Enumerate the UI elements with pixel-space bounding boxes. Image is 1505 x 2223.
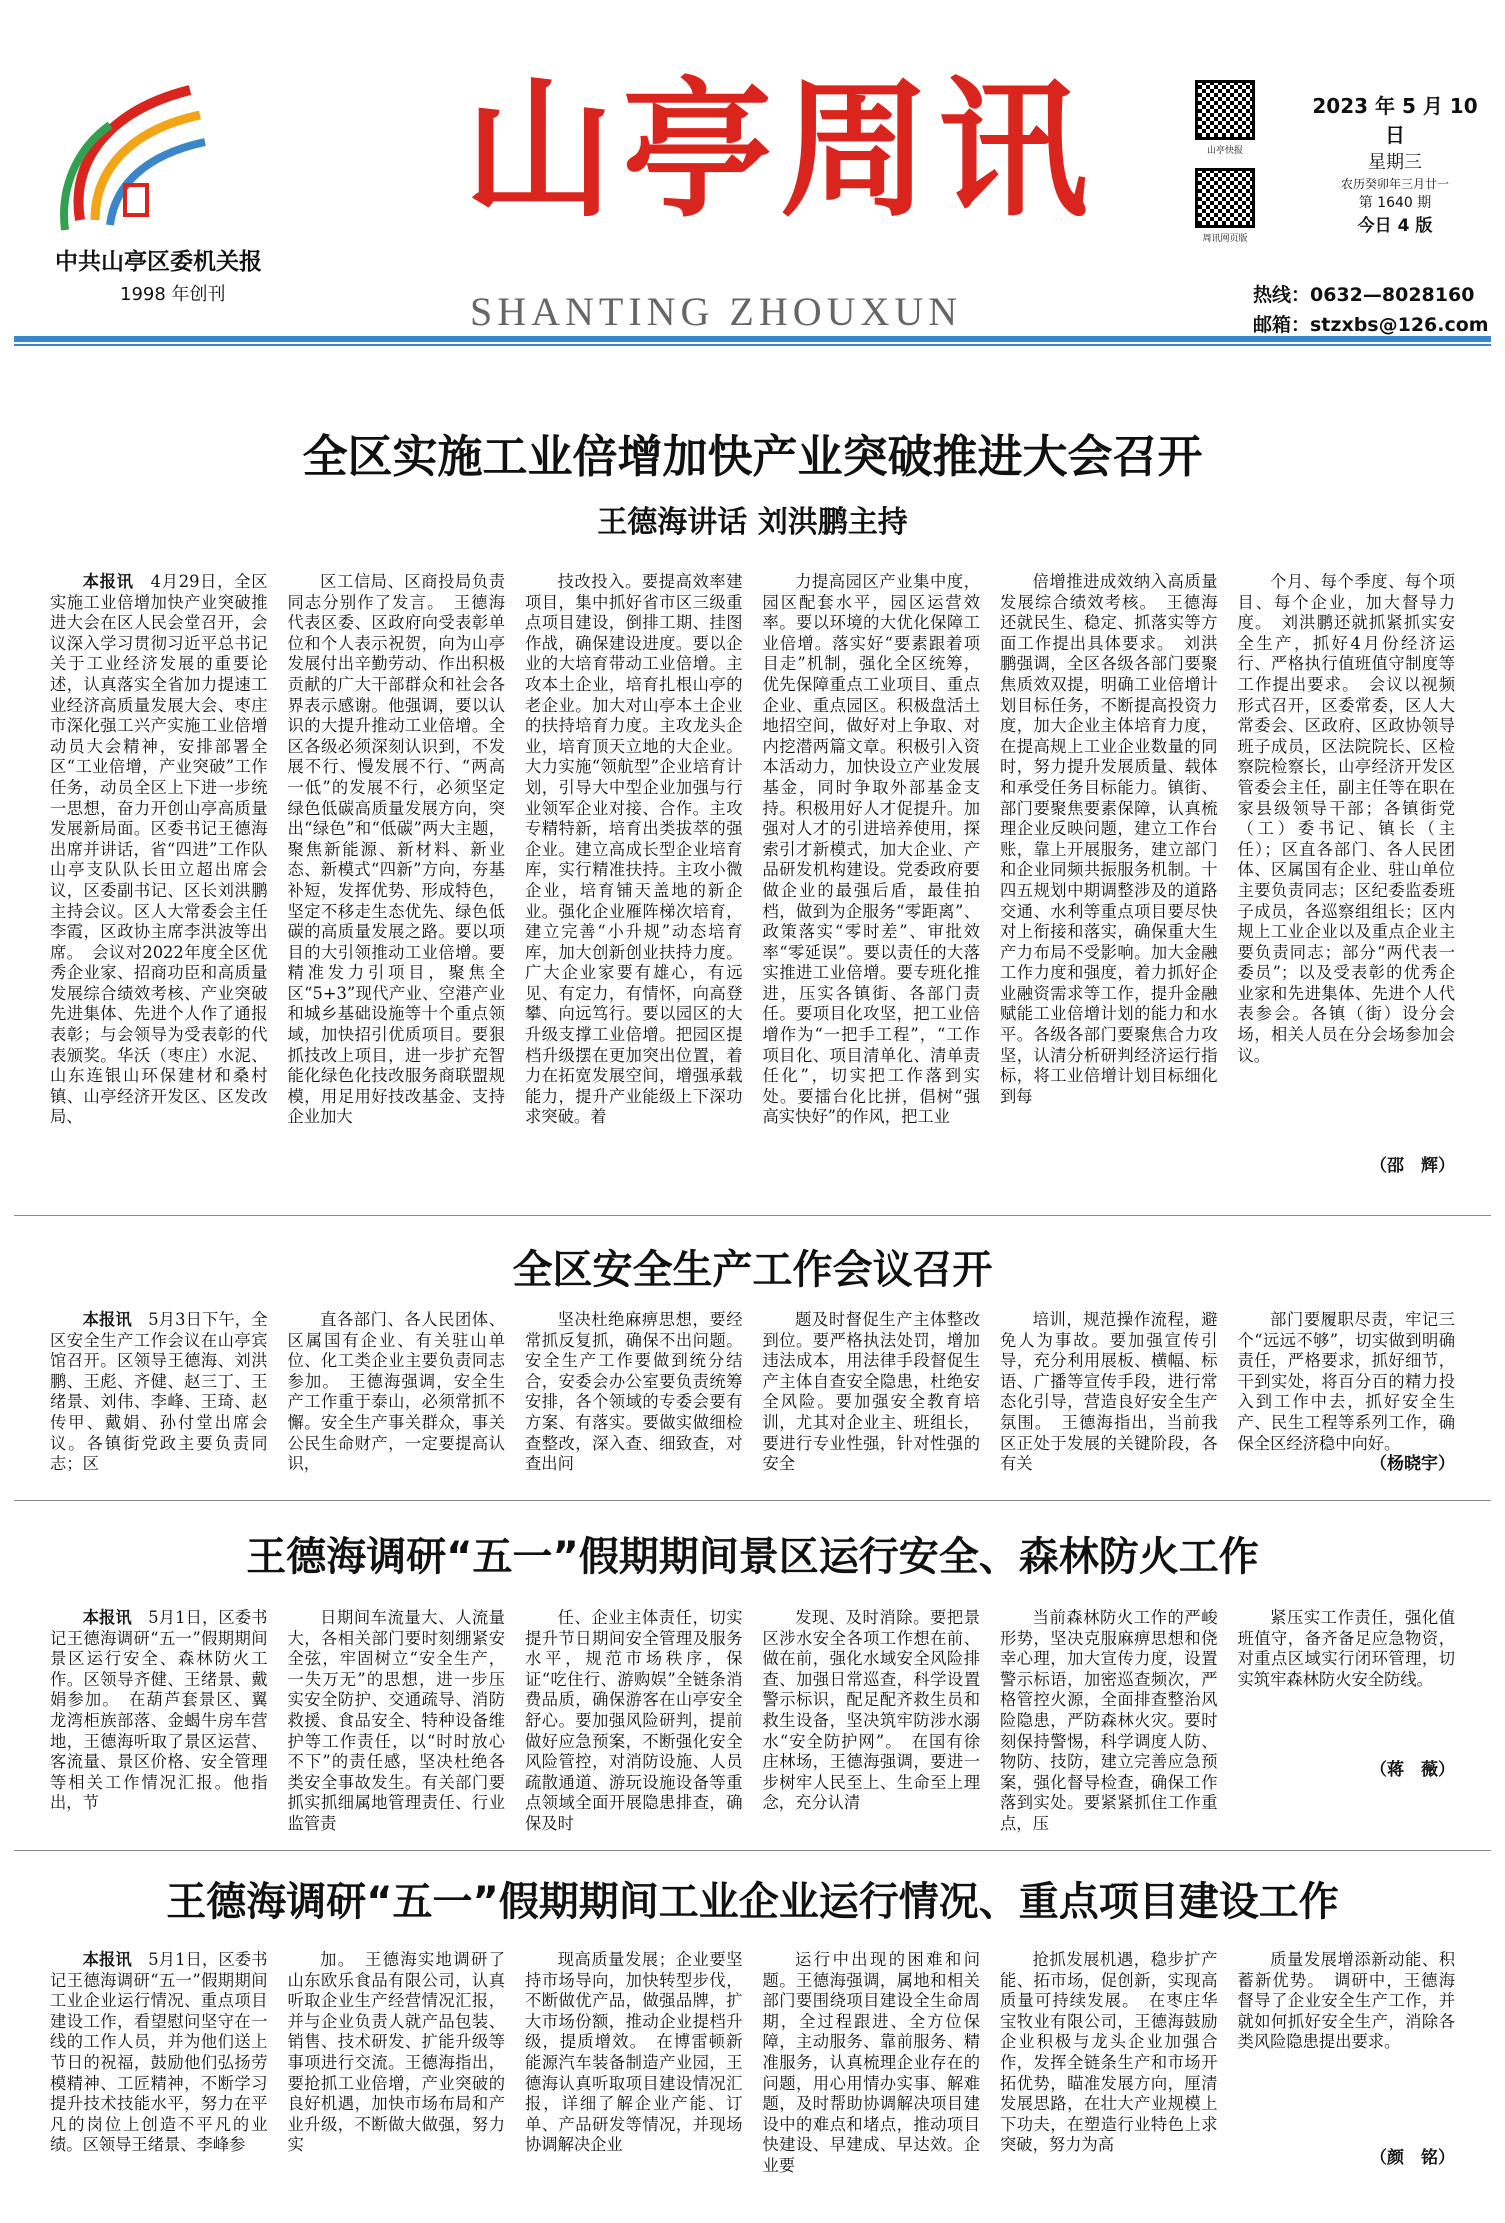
article-headline: 王德海调研“五一”假期期间工业企业运行情况、重点项目建设工作 (166, 1879, 1339, 1925)
article-column: 日期间车流量大、人流量大，各相关部门要时刻绷紧安全弦，牢固树立“安全生产，一失万无”的思想，进一步压实安全防护、交通疏导、消防救援、食品安全、特种设备维护等工作责任，以“时时放心不下”的责任感，坚决杜绝各类安全事故发生。有关部门要抓实抓细属地管理责任、行业监管责 (287, 1608, 505, 1833)
qr-caption: 周讯网页版 (1202, 234, 1248, 244)
article-column: 个月、每个季度、每个项目、每个企业，加大督导力度。 刘洪鹏还就抓紧抓实安全生产，抓好4月份经济运行、严格执行值班值守制度等工作提出要求。 会议以视频形式召开，区委常委，区人大常委会、区政府、区政协领导班子成员，区法院院长、区检察院检察长，山亭经济开发区管委会主任，副主任等在职在家县级领导干部；各镇街党（工）委书记、镇长（主任）；区直各部门、各人民团体、区属国有企业、驻山单位主要负责同志；区纪委监委班子成员，各巡察组组长；区内规上工业企业以及重点企业主要负责同志；部分“两代表一委员”；以及受表彰的优秀企业家和先进集体、先进个人代表参会。各镇（街）设分会场，相关人员在分会场参加会议。 （邵 辉） (1237, 572, 1455, 1177)
byline: （蒋 薇） (1370, 1760, 1455, 1781)
article-column: 培训，规范操作流程，避免人为事故。要加强宣传引导，充分利用展板、横幅、标语、广播等宣传手段，进行常态化引导，营造良好安全生产氛围。 王德海指出，当前我区正处于发展的关键阶段，各有关 (1000, 1310, 1218, 1474)
article-column: 加。 王德海实地调研了山东欧乐食品有限公司，认真听取企业生产经营情况汇报，并与企业负责人就产品包装、销售、技术研发、扩能升级等事项进行交流。王德海指出，要抢抓工业倍增，产业突破的良好机遇，加快市场布局和产业升级，不断做大做强，努力实 (287, 1950, 505, 2155)
article-headline: 全区安全生产工作会议召开 (512, 1247, 993, 1293)
byline: （杨晓宇） (1370, 1454, 1455, 1475)
article-headline: 王德海调研“五一”假期期间景区运行安全、森林防火工作 (246, 1534, 1259, 1580)
article-column: 当前森林防火工作的严峻形势，坚决克服麻痹思想和侥幸心理，加大宣传力度，设置警示标语，加密巡查频次，严格管控火源，全面排查整治风险隐患，严防森林火灾。要时刻保持警惕，科学调度人防、物防、技防，建立完善应急预案，强化督导检查，确保工作落到实处。要紧紧抓住工作重点，压 (1000, 1608, 1218, 1833)
qr-caption: 山亭快报 (1206, 146, 1243, 156)
article-body (50, 1950, 1455, 2200)
article-column: 本报讯 5月3日下午，全区安全生产工作会议在山亭宾馆召开。区领导王德海、刘洪鹏、王彪、齐健、赵三丁、王绪景、刘伟、李峰、王琦、赵传甲、戴娟、孙付堂出席会议。各镇街党政主要负责同志；区 (50, 1310, 268, 1474)
masthead-rule (14, 336, 1491, 342)
article-column: 任、企业主体责任，切实提升节日期间安全管理及服务水平，规范市场秩序，保证“吃住行、游购娱”全链条消费品质，确保游客在山亭安全舒心。要加强风险研判，提前做好应急预案，不断强化安全风险管控，对消防设施、人员疏散通道、游玩设施设备等重点领域全面开展隐患排查，确保及时 (525, 1608, 743, 1833)
party-newspaper-logo (40, 70, 220, 245)
email[interactable]: 邮箱：stzxbs@126.com (1253, 314, 1489, 336)
article-column: 题及时督促生产主体整改到位。要严格执法处罚，增加违法成本，用法律手段督促生产主体自查安全隐患，杜绝安全风险。要加强安全教育培训，尤其对企业主、班组长，要进行专业性强，针对性强的安全 (762, 1310, 980, 1474)
lunar-date: 农历癸卯年三月廿一 (1340, 177, 1449, 192)
article-body (50, 1608, 1455, 1833)
article-column: 本报讯 5月1日，区委书记王德海调研“五一”假期期间景区运行安全、森林防火工作。区领导齐健、王绪景、戴娟参加。 在葫芦套景区、翼龙湾柜族部落、金蝎牛房车营地，王德海听取了景区运营、客流量、景区价格、安全管理等相关工作情况汇报。他指出，节 (50, 1608, 268, 1813)
hotline: 热线：0632—8028160 (1253, 284, 1475, 306)
newspaper-pinyin: SHANTING ZHOUXUN (470, 289, 963, 334)
article-column: 坚决杜绝麻痹思想，要经常抓反复抓，确保不出问题。安全生产工作要做到统分结合，安委会办公室要负责统筹安排，各个领域的专委会要有方案、有落实。要做实做细检查整改，深入查、细致查，对查出问 (525, 1310, 743, 1474)
qr-code-icon[interactable] (1195, 80, 1255, 140)
article-column: 现高质量发展；企业要坚持市场导向，加快转型步伐，不断做优产品，做强品牌，扩大市场份额，推动企业提档升级，提质增效。 在博雷顿新能源汽车装备制造产业园，王德海认真听取项目建设情况汇报，详细了解企业产能、订单、产品研发等情况，并现场协调解决企业 (525, 1950, 743, 2155)
organization-name: 中共山亭区委机关报 (55, 249, 262, 275)
newspaper-title: 山亭周讯 (463, 62, 1096, 238)
article-column: 区工信局、区商投局负责同志分别作了发言。 王德海代表区委、区政府向受表彰单位和个人表示祝贺，向为山亭发展付出辛勤劳动、作出积极贡献的广大干部群众和社会各界表示感谢。他强调，要以认识的大提升推动工业倍增。全区各级必须深刻认识到，不发展不行、慢发展不行、“两高一低”的发展不行，必须坚定绿色低碳高质量发展方向，突出“绿色”和“低碳”两大主题，聚焦新能源、新材料、新业态、新模式“四新”方向，夯基补短，发挥优势、形成特色，坚定不移走生态优先、绿色低碳的高质量发展之路。要以项目的大引领推动工业倍增。要精准发力引项目，聚焦全区“5+3”现代产业、空港产业和城乡基础设施等十个重点领域，加快招引优质项目。要狠抓技改上项目，进一步扩充智能化绿色化技改服务商联盟规模，用足用好技改基金、支持企业加大 (287, 572, 505, 1127)
article-column: 直各部门、各人民团体、区属国有企业、有关驻山单位、化工类企业主要负责同志参加。 王德海强调，安全生产工作重于泰山，必须常抓不懈。安全生产事关群众，事关公民生命财产，一定要提高认识， (287, 1310, 505, 1474)
masthead (0, 0, 1505, 345)
byline: （邵 辉） (1370, 1156, 1455, 1177)
article-subhead: 王德海讲话 刘洪鹏主持 (597, 505, 908, 540)
contact-block (1253, 280, 1489, 340)
founded-year: 1998 年创刊 (120, 284, 226, 305)
article-column: 倍增推进成效纳入高质量发展综合绩效考核。 王德海还就民生、稳定、抓落实等方面工作提出具体要求。 刘洪鹏强调，全区各级各部门要聚焦质效双提，明确工业倍增计划目标任务，不断提高投资力度，加大企业主体培育力度，在提高规上工业企业数量的同时，努力提升发展质量、载体和承受任务目标能力。镇街、部门要聚焦要素保障，认真梳理企业反映问题，建立工作台账，靠上开展服务，建立部门和企业同频共振服务机制。十四五规划中期调整涉及的道路交通、水利等重点项目要尽快对上衔接和落实，确保重大生产力布局不受影响。加大金融工作力度和强度，着力抓好企业融资需求等工作，提升金融赋能工业倍增计划的能力和水平。各级各部门要聚焦合力攻坚，认清分析研判经济运行指标，将工业倍增计划目标细化到每 (1000, 572, 1218, 1106)
article-column: 本报讯 5月1日，区委书记王德海调研“五一”假期期间工业企业运行情况、重点项目建设工作，看望慰问坚守在一线的工作人员，并为他们送上节日的祝福，鼓励他们弘扬劳模精神、工匠精神，不断学习提升技术技能水平，努力在平凡的岗位上创造不平凡的业绩。区领导王绪景、李峰参 (50, 1950, 268, 2155)
issue-number: 第 1640 期 (1358, 195, 1432, 212)
section-divider (14, 1215, 1491, 1216)
article-column: 运行中出现的困难和问题。王德海强调，属地和相关部门要围绕项目建设全生命周期，全过程跟进、全方位保障，主动服务、靠前服务、精准服务，认真梳理企业存在的问题，用心用情办实事、解难题，及时帮助协调解决项目建设中的难点和堵点，推动项目快建设、早建成、早达效。企业要 (762, 1950, 980, 2175)
article-column: 发现、及时消除。要把景区涉水安全各项工作想在前、做在前，强化水域安全风险排查、加强日常巡查，科学设置警示标识，配足配齐救生员和救生设备，坚决筑牢防涉水溺水“安全防护网”。 在国有徐庄林场，王德海强调，要进一步树牢人民至上、生命至上理念，充分认清 (762, 1608, 980, 1813)
section-divider (14, 1850, 1491, 1851)
article-headline: 全区实施工业倍增加快产业突破推进大会召开 (302, 430, 1203, 483)
qr-code-icon[interactable] (1195, 168, 1255, 228)
article-column: 技改投入。要提高效率建项目，集中抓好省市区三级重点项目建设，倒排工期、挂图作战，确保建设进度。要以企业的大培育带动工业倍增。主攻本土企业，培育扎根山亭的老企业。加大对山亭本土企业的扶持培育力度。主攻龙头企业，培育顶天立地的大企业。大力实施“领航型”企业培育计划，引导大中型企业加强与行业领军企业对接、合作。主攻专精特新，培育出类拔萃的强企业。建立高成长型企业培育库，实行精准扶持。主攻小微企业，培育铺天盖地的新企业。强化企业雁阵梯次培育，建立完善“小升规”动态培育库，加大创新创业扶持力度。广大企业家要有雄心，有远见、有定力，有情怀，向高登攀、向远笃行。要以园区的大升级支撑工业倍增。把园区提档升级摆在更加突出位置，着力在拓宽发展空间，增强承载能力，提升产业能级上下深功求突破。着 (525, 572, 743, 1127)
article-column: 部门要履职尽责，牢记三个“远远不够”，切实做到明确责任，严格要求，抓好细节，干到实处，将百分百的精力投入到工作中去，抓好安全生产、民生工程等系列工作，确保全区经济稳中向好。 （杨晓宇） (1237, 1310, 1455, 1475)
byline: （颜 铭） (1370, 2147, 1455, 2168)
article-body (50, 1310, 1455, 1485)
article-column: 紧压实工作责任，强化值班值守，备齐备足应急物资，对重点区域实行闭环管理，切实筑牢森林防火安全防线。 （蒋 薇） (1237, 1608, 1455, 1781)
article-column: 抢抓发展机遇，稳步扩产能、拓市场，促创新，实现高质量可持续发展。 在枣庄华宝牧业有限公司，王德海鼓励企业积极与龙头企业加强合作，发挥全链条生产和市场开拓优势，瞄准发展方向，厘清发展思路，在壮大产业规模上下功夫，在塑造行业特色上求突破，努力为高 (1000, 1950, 1218, 2155)
article-body (50, 572, 1455, 1212)
article-column: 质量发展增添新动能、积蓄新优势。 调研中，王德海督导了企业安全生产工作，并就如何抓好安全生产，消除各类风险隐患提出要求。 （颜 铭） (1237, 1950, 1455, 2168)
weekday: 星期三 (1368, 152, 1422, 173)
article-column: 本报讯 4月29日，全区实施工业倍增加快产业突破推进大会在区人民会堂召开，会议深入学习贯彻习近平总书记关于工业经济发展的重要论述，认真落实全省加力提速工业经济高质量发展大会、枣庄市深化强工兴产实施工业倍增动员大会精神，安排部署全区“工业倍增，产业突破”工作任务，动员全区上下进一步统一思想，奋力开创山亭高质量发展新局面。区委书记王德海出席并讲话，省“四进”工作队山亭支队队长田立超出席会议，区委副书记、区长刘洪鹏主持会议。区人大常委会主任李霞，区政协主席李洪波等出席。 会议对2022年度全区优秀企业家、招商功臣和高质量发展综合绩效考核、产业突破先进集体、先进个人作了通报表彰；与会领导为受表彰的代表颁奖。华沃（枣庄）水泥、山东连银山环保建材和桑村镇、山亭经济开发区、区发改局、 (50, 572, 268, 1127)
issue-date: 2023 年 5 月 10 日 (1312, 94, 1478, 147)
article-column: 力提高园区产业集中度，园区配套水平，园区运营效率。要以环境的大优化保障工业倍增。落实好“要素跟着项目走”机制，强化全区统筹，优先保障重点工业项目、重点企业、重点园区。积极盘活土地招空间，做好对上争取、对内挖潜两篇文章。积极引入资本活动力，加快设立产业发展基金，同时争取外部基金支持。积极用好人才促提升。加强对人才的引进培养使用，探索引才新模式，加大企业、产品研发机构建设。党委政府要做企业的最强后盾，最佳拍档，做到为企服务“零距离”、政策落实“零时差”、审批效率“零延误”。要以责任的大落实推进工业倍增。要专班化推进，压实各镇街、各部门责任。要项目化攻坚，把工业倍增作为“一把手工程”，“工作项目化、项目清单化、清单责任化”，切实把工作落到实处。要擂台化比拼，倡树“强高实快好”的作风，把工业 (762, 572, 980, 1127)
section-divider (14, 1500, 1491, 1501)
page-count: 今日 4 版 (1357, 215, 1433, 236)
date-block (1300, 92, 1490, 238)
masthead-rule (14, 344, 1491, 346)
